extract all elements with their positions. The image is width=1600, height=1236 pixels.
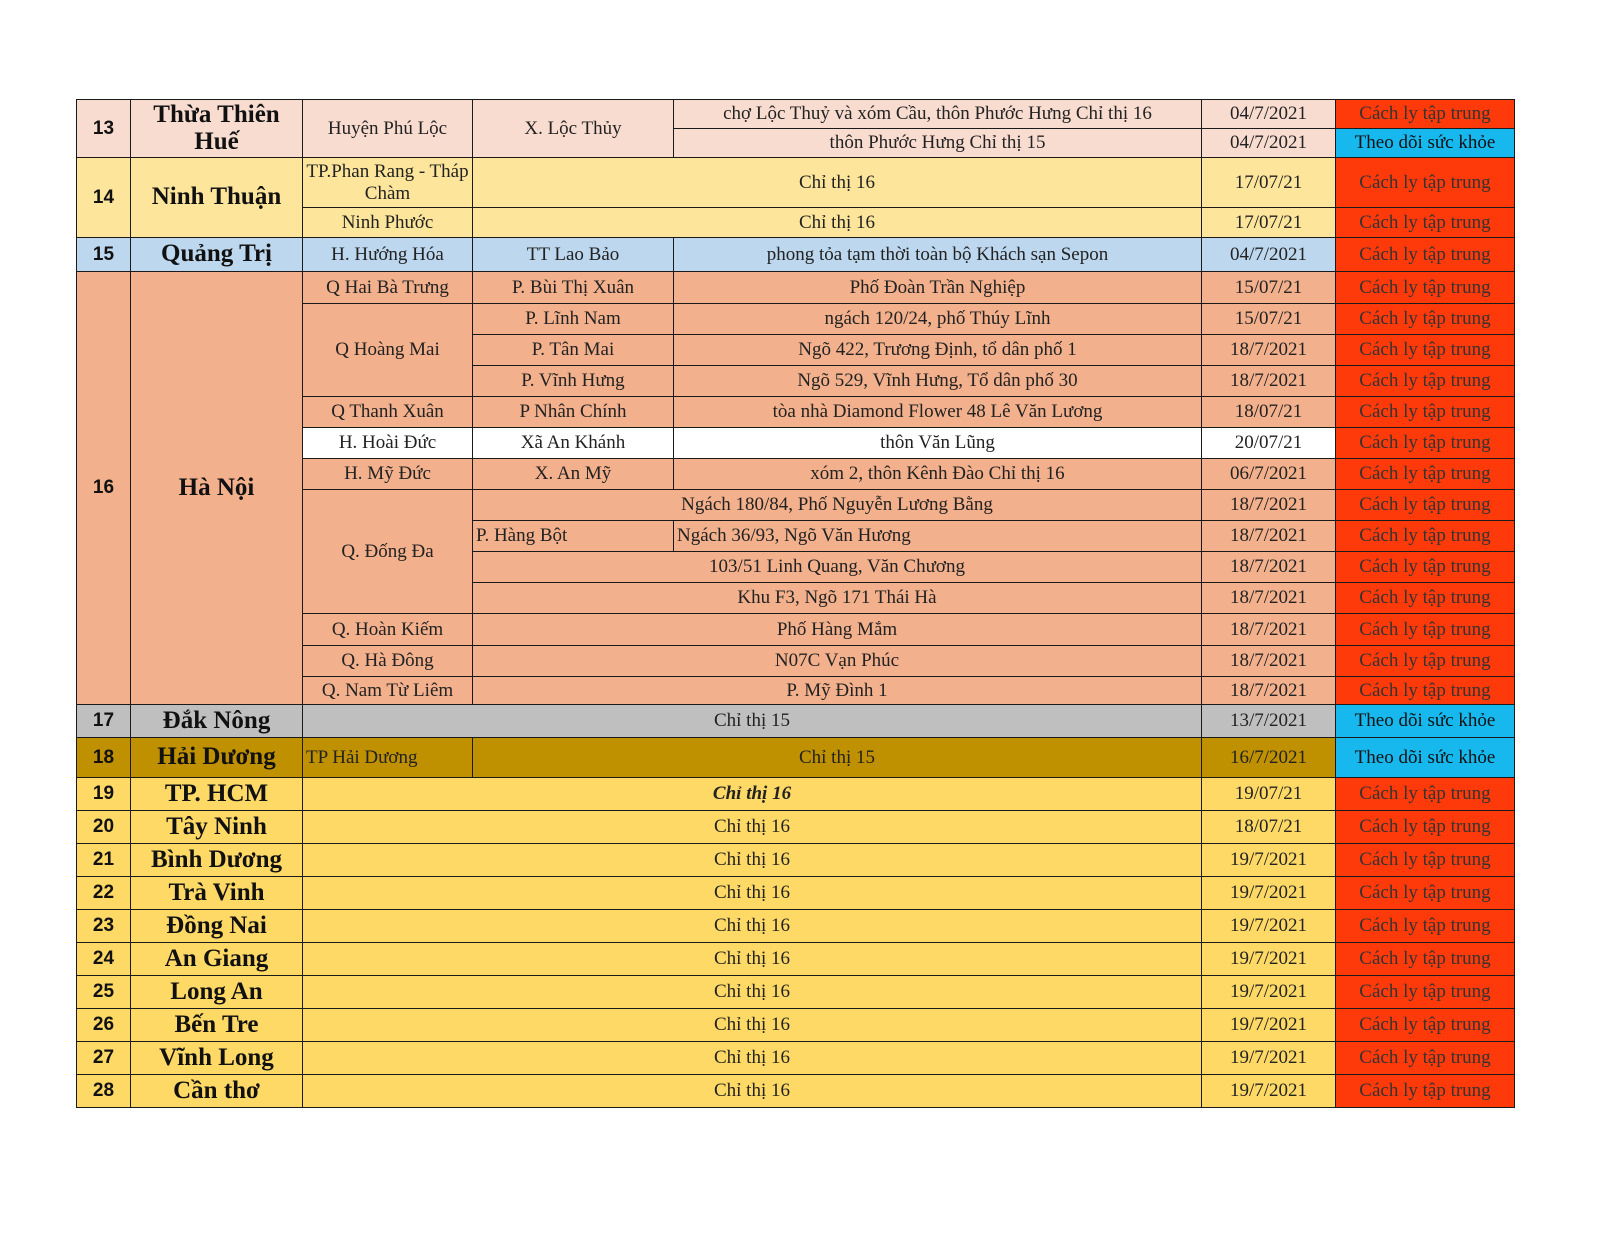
area-cell: Chỉ thị 16: [303, 943, 1202, 976]
province-name: An Giang: [131, 943, 303, 976]
status-badge: Cách ly tập trung: [1336, 844, 1515, 877]
ward-name: P Nhân Chính: [473, 397, 674, 428]
district-name: H. Mỹ Đức: [303, 459, 473, 490]
province-name: Đắk Nông: [131, 705, 303, 738]
province-name: Hà Nội: [131, 272, 303, 705]
status-badge: Cách ly tập trung: [1336, 614, 1515, 646]
province-name: Bến Tre: [131, 1009, 303, 1042]
status-badge: Cách ly tập trung: [1336, 552, 1515, 583]
row-number: 22: [77, 877, 131, 910]
table-row: [77, 844, 1515, 877]
table-row: [77, 778, 1515, 811]
status-badge: Cách ly tập trung: [1336, 646, 1515, 677]
date-cell: 18/7/2021: [1202, 677, 1336, 705]
table-row: [77, 1075, 1515, 1108]
province-name: Tây Ninh: [131, 811, 303, 844]
area-cell: Chỉ thị 16: [303, 811, 1202, 844]
row-number: 14: [77, 158, 131, 238]
ward-name: P. Lĩnh Nam: [473, 304, 674, 335]
status-badge: Theo dõi sức khỏe: [1336, 129, 1515, 158]
row-number: 26: [77, 1009, 131, 1042]
date-cell: 18/07/21: [1202, 811, 1336, 844]
district-name: H. Hoài Đức: [303, 428, 473, 459]
district-name: Huyện Phú Lộc: [303, 100, 473, 158]
province-name: Bình Dương: [131, 844, 303, 877]
table-row: [77, 100, 1515, 129]
table-row: [77, 272, 1515, 304]
area-cell: ngách 120/24, phố Thúy Lĩnh: [674, 304, 1202, 335]
table-row: [77, 705, 1515, 738]
date-cell: 04/7/2021: [1202, 129, 1336, 158]
district-name: Q. Nam Từ Liêm: [303, 677, 473, 705]
date-cell: 04/7/2021: [1202, 100, 1336, 129]
area-cell: Chỉ thị 16: [473, 208, 1202, 238]
date-cell: 17/07/21: [1202, 208, 1336, 238]
date-cell: 19/7/2021: [1202, 943, 1336, 976]
row-number: 28: [77, 1075, 131, 1108]
table-row: [77, 738, 1515, 778]
quarantine-table: [76, 99, 1515, 1108]
area-cell: chợ Lộc Thuỷ và xóm Cầu, thôn Phước Hưng Chỉ thị 16: [674, 100, 1202, 129]
date-cell: 13/7/2021: [1202, 705, 1336, 738]
area-cell: xóm 2, thôn Kênh Đào Chỉ thị 16: [674, 459, 1202, 490]
date-cell: 18/7/2021: [1202, 490, 1336, 521]
area-cell: Chỉ thị 16: [303, 910, 1202, 943]
status-badge: Cách ly tập trung: [1336, 943, 1515, 976]
date-cell: 19/7/2021: [1202, 844, 1336, 877]
date-cell: 19/7/2021: [1202, 910, 1336, 943]
area-cell: thôn Văn Lũng: [674, 428, 1202, 459]
ward-name: X. Lộc Thủy: [473, 100, 674, 158]
date-cell: 16/7/2021: [1202, 738, 1336, 778]
status-badge: Cách ly tập trung: [1336, 335, 1515, 366]
area-cell: thôn Phước Hưng Chỉ thị 15: [674, 129, 1202, 158]
district-name: Q. Đống Đa: [303, 490, 473, 614]
area-cell: Chỉ thị 16: [303, 976, 1202, 1009]
area-cell: Chỉ thị 16: [303, 1042, 1202, 1075]
province-name: Ninh Thuận: [131, 158, 303, 238]
ward-name: Xã An Khánh: [473, 428, 674, 459]
row-number: 17: [77, 705, 131, 738]
date-cell: 20/07/21: [1202, 428, 1336, 459]
district-name: TP.Phan Rang - Tháp Chàm: [303, 158, 473, 208]
area-cell: Chỉ thị 16: [303, 778, 1202, 811]
row-number: 27: [77, 1042, 131, 1075]
province-name: Đồng Nai: [131, 910, 303, 943]
status-badge: Cách ly tập trung: [1336, 778, 1515, 811]
row-number: 18: [77, 738, 131, 778]
province-name: Vĩnh Long: [131, 1042, 303, 1075]
status-badge: Cách ly tập trung: [1336, 677, 1515, 705]
table-row: [77, 910, 1515, 943]
date-cell: 19/7/2021: [1202, 1009, 1336, 1042]
status-badge: Cách ly tập trung: [1336, 583, 1515, 614]
area-cell: P. Mỹ Đình 1: [473, 677, 1202, 705]
status-badge: Cách ly tập trung: [1336, 272, 1515, 304]
ward-name: X. An Mỹ: [473, 459, 674, 490]
area-cell: Ngách 180/84, Phố Nguyễn Lương Bằng: [473, 490, 1202, 521]
row-number: 25: [77, 976, 131, 1009]
date-cell: 18/07/21: [1202, 397, 1336, 428]
area-cell: Phố Đoàn Trần Nghiệp: [674, 272, 1202, 304]
district-name: Q. Hà Đông: [303, 646, 473, 677]
status-badge: Cách ly tập trung: [1336, 976, 1515, 1009]
status-badge: Cách ly tập trung: [1336, 304, 1515, 335]
status-badge: Cách ly tập trung: [1336, 158, 1515, 208]
date-cell: 15/07/21: [1202, 304, 1336, 335]
district-name: Q Hoàng Mai: [303, 304, 473, 397]
date-cell: 18/7/2021: [1202, 366, 1336, 397]
table-row: [77, 1042, 1515, 1075]
date-cell: 17/07/21: [1202, 158, 1336, 208]
status-badge: Cách ly tập trung: [1336, 459, 1515, 490]
district-name: Q Hai Bà Trưng: [303, 272, 473, 304]
date-cell: 18/7/2021: [1202, 552, 1336, 583]
area-cell: Chỉ thị 16: [303, 1075, 1202, 1108]
date-cell: 19/7/2021: [1202, 976, 1336, 1009]
status-badge: Theo dõi sức khỏe: [1336, 705, 1515, 738]
status-badge: Cách ly tập trung: [1336, 811, 1515, 844]
status-badge: Cách ly tập trung: [1336, 238, 1515, 272]
row-number: 19: [77, 778, 131, 811]
date-cell: 18/7/2021: [1202, 646, 1336, 677]
area-cell: Ngõ 422, Trương Định, tổ dân phố 1: [674, 335, 1202, 366]
area-cell: 103/51 Linh Quang, Văn Chương: [473, 552, 1202, 583]
district-name: Q. Hoàn Kiếm: [303, 614, 473, 646]
ward-name: P. Tân Mai: [473, 335, 674, 366]
row-number: 15: [77, 238, 131, 272]
status-badge: Cách ly tập trung: [1336, 521, 1515, 552]
status-badge: Cách ly tập trung: [1336, 428, 1515, 459]
table-row: [77, 943, 1515, 976]
row-number: 21: [77, 844, 131, 877]
province-name: TP. HCM: [131, 778, 303, 811]
status-badge: Cách ly tập trung: [1336, 100, 1515, 129]
ward-name: P. Vĩnh Hưng: [473, 366, 674, 397]
table-row: [77, 158, 1515, 208]
date-cell: 18/7/2021: [1202, 335, 1336, 366]
date-cell: 19/7/2021: [1202, 1075, 1336, 1108]
date-cell: 19/7/2021: [1202, 1042, 1336, 1075]
date-cell: 19/7/2021: [1202, 877, 1336, 910]
province-name: Thừa Thiên Huế: [131, 100, 303, 158]
province-name: Cần thơ: [131, 1075, 303, 1108]
area-cell: Chỉ thị 15: [473, 738, 1202, 778]
status-badge: Cách ly tập trung: [1336, 397, 1515, 428]
row-number: 23: [77, 910, 131, 943]
ward-name: P. Hàng Bột: [473, 521, 674, 552]
area-cell: Ngõ 529, Vĩnh Hưng, Tổ dân phố 30: [674, 366, 1202, 397]
date-cell: 15/07/21: [1202, 272, 1336, 304]
row-number: 16: [77, 272, 131, 705]
date-cell: 18/7/2021: [1202, 521, 1336, 552]
district-name: Q Thanh Xuân: [303, 397, 473, 428]
area-cell: Chỉ thị 16: [303, 844, 1202, 877]
table-row: [77, 238, 1515, 272]
date-cell: 18/7/2021: [1202, 614, 1336, 646]
status-badge: Cách ly tập trung: [1336, 208, 1515, 238]
area-cell: phong tỏa tạm thời toàn bộ Khách sạn Sepon: [674, 238, 1202, 272]
status-badge: Cách ly tập trung: [1336, 877, 1515, 910]
status-badge: Cách ly tập trung: [1336, 366, 1515, 397]
district-name: Ninh Phước: [303, 208, 473, 238]
province-name: Quảng Trị: [131, 238, 303, 272]
date-cell: 19/07/21: [1202, 778, 1336, 811]
table-row: [77, 877, 1515, 910]
row-number: 24: [77, 943, 131, 976]
area-cell: Chỉ thị 16: [303, 877, 1202, 910]
district-name: H. Hướng Hóa: [303, 238, 473, 272]
row-number: 20: [77, 811, 131, 844]
status-badge: Cách ly tập trung: [1336, 910, 1515, 943]
date-cell: 06/7/2021: [1202, 459, 1336, 490]
table-row: [77, 1009, 1515, 1042]
status-badge: Cách ly tập trung: [1336, 1075, 1515, 1108]
date-cell: 18/7/2021: [1202, 583, 1336, 614]
area-cell: Chỉ thị 16: [303, 1009, 1202, 1042]
area-cell: Khu F3, Ngõ 171 Thái Hà: [473, 583, 1202, 614]
area-cell: N07C Vạn Phúc: [473, 646, 1202, 677]
area-cell: Chỉ thị 16: [473, 158, 1202, 208]
status-badge: Theo dõi sức khỏe: [1336, 738, 1515, 778]
status-badge: Cách ly tập trung: [1336, 1009, 1515, 1042]
province-name: Hải Dương: [131, 738, 303, 778]
province-name: Trà Vinh: [131, 877, 303, 910]
district-name: TP Hải Dương: [303, 738, 473, 778]
area-cell: Chỉ thị 15: [303, 705, 1202, 738]
date-cell: 04/7/2021: [1202, 238, 1336, 272]
row-number: 13: [77, 100, 131, 158]
status-badge: Cách ly tập trung: [1336, 490, 1515, 521]
area-cell: tòa nhà Diamond Flower 48 Lê Văn Lương: [674, 397, 1202, 428]
area-cell: Phố Hàng Mắm: [473, 614, 1202, 646]
province-name: Long An: [131, 976, 303, 1009]
ward-name: TT Lao Bảo: [473, 238, 674, 272]
ward-name: P. Bùi Thị Xuân: [473, 272, 674, 304]
table-row: [77, 976, 1515, 1009]
area-cell: Ngách 36/93, Ngõ Văn Hương: [674, 521, 1202, 552]
status-badge: Cách ly tập trung: [1336, 1042, 1515, 1075]
table-row: [77, 811, 1515, 844]
